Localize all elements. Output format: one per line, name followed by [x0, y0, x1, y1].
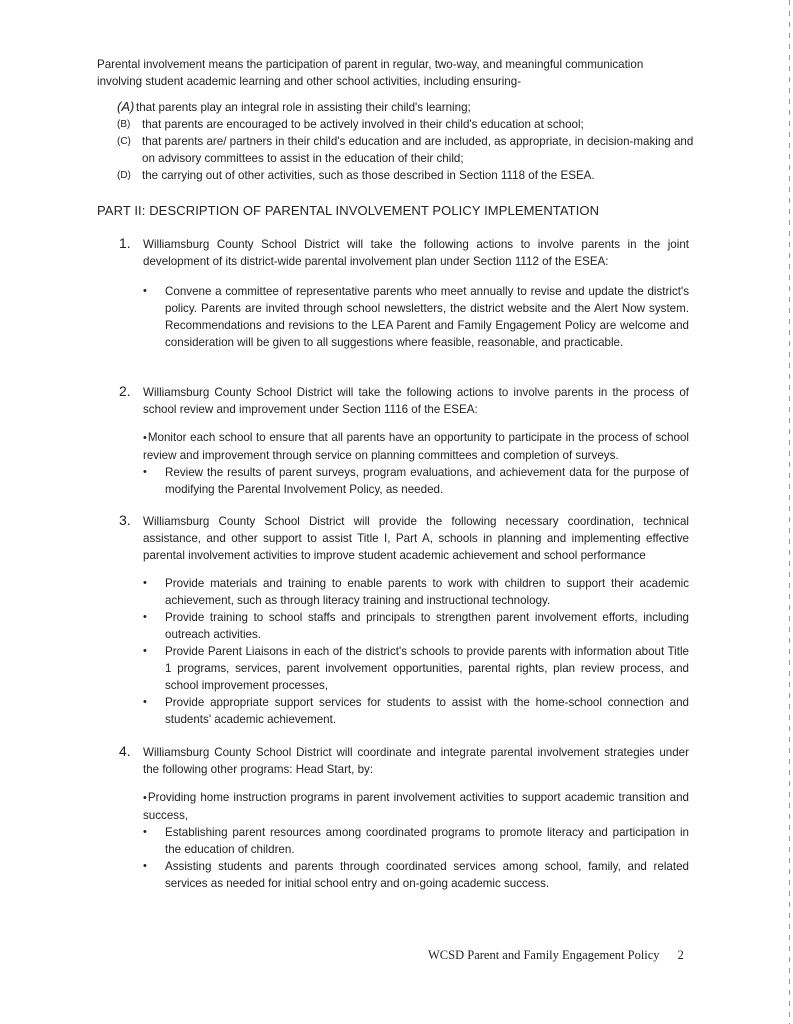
item-lead: Williamsburg County School District will take the following actions to involve parents in the joint development of its district-wide parental involvement plan under Section 1112 of the ESEA: [143, 238, 689, 268]
bullet-text: Providing home instruction programs in parent involvement activities to support academic transition and success, [143, 791, 689, 822]
bullet-text: Establishing parent resources among coordinated programs to promote literacy and participation in the education of children. [165, 826, 689, 856]
bullet-icon: • [143, 792, 147, 804]
bullet-text: Provide Parent Liaisons in each of the district's schools to provide parents with information about Title 1 programs, services, parent involvement opportunities, parental rights, plan review process, and school improvement processes, [165, 645, 689, 692]
item-bullets [97, 575, 689, 728]
ensuring-item-d [97, 167, 697, 184]
bullet-icon: • [143, 696, 147, 708]
bullet-icon: • [143, 860, 147, 872]
item-bullets [97, 789, 689, 892]
bullet-text: Convene a committee of representative parents who meet annually to revise and update the district's policy. Parents are invited through school newsletters, the district website and the Alert Now system. Recommendations and revisions to the LEA Parent and Family Engagement Policy are welcome and consideration will be given to all suggestions where feasible, reasonable, and practicable. [165, 285, 689, 349]
bullet-text: Provide training to school staffs and principals to strengthen parent involvement efforts, including outreach activities. [165, 611, 689, 641]
list-item [97, 694, 689, 728]
scan-edge [789, 0, 790, 1024]
ensuring-tag-d: (D) [117, 170, 131, 181]
list-item [97, 824, 689, 858]
ensuring-tag-b: (B) [117, 119, 131, 130]
policy-item-3 [97, 513, 689, 728]
policy-item-4 [97, 744, 689, 892]
item-number: 2. [119, 383, 131, 399]
policy-item-2 [97, 384, 689, 498]
bullet-icon: • [143, 466, 147, 478]
list-item [97, 609, 689, 643]
list-item [97, 858, 689, 892]
bullet-icon: • [143, 285, 147, 297]
list-item [97, 789, 689, 824]
section-heading: PART II: DESCRIPTION OF PARENTAL INVOLVEMENT POLICY IMPLEMENTATION [97, 203, 600, 218]
footer-title: WCSD Parent and Family Engagement Policy [428, 948, 660, 962]
bullet-icon: • [143, 826, 147, 838]
bullet-text: Monitor each school to ensure that all parents have an opportunity to participate in the process of school review and improvement through service on planning committees and completion of surveys. [143, 431, 689, 462]
bullet-text: Provide materials and training to enable parents to work with children to support their academic achievement, such as through literacy training and instructional technology. [165, 577, 689, 607]
policy-item-1 [97, 236, 689, 351]
item-lead: Williamsburg County School District will coordinate and integrate parental involvement strategies under the following other programs: Head Start, by: [143, 746, 689, 776]
ensuring-text-c: that parents are/ partners in their child's education and are included, as appropriate, in decision-making and on advisory committees to assist in the education of their child; [142, 135, 694, 165]
list-item [97, 575, 689, 609]
ensuring-item-c [97, 133, 697, 167]
item-number: 1. [119, 235, 131, 251]
item-number: 3. [119, 512, 131, 528]
ensuring-text-b: that parents are encouraged to be actively involved in their child's education at school; [142, 118, 584, 131]
item-bullets [97, 283, 689, 351]
bullet-icon: • [143, 611, 147, 623]
intro-paragraph: Parental involvement means the participation of parent in regular, two-way, and meaningful communication involving student academic learning and other school activities, including ensuring- [97, 58, 644, 88]
list-item [97, 283, 689, 351]
page-number: 2 [677, 948, 684, 962]
item-lead: Williamsburg County School District will take the following actions to involve parents in the process of school review and improvement under Section 1116 of the ESEA: [143, 386, 689, 416]
list-item [97, 643, 689, 694]
page-footer [428, 947, 684, 964]
ensuring-tag-c: (C) [117, 136, 131, 147]
item-bullets [97, 429, 689, 498]
ensuring-item-b [97, 116, 697, 133]
ensuring-tag-a: (A) [117, 99, 135, 114]
bullet-text: Provide appropriate support services for students to assist with the home-school connection and students' academic achievement. [165, 696, 689, 726]
item-lead: Williamsburg County School District will provide the following necessary coordination, technical assistance, and other support to assist Title I, Part A, schools in planning and implementing effective parental involvement activities to improve student academic achievement and school performance [143, 515, 689, 562]
ensuring-list [97, 99, 697, 184]
list-item [97, 429, 689, 464]
bullet-text: Review the results of parent surveys, program evaluations, and achievement data for the purpose of modifying the Parental Involvement Policy, as needed. [165, 466, 689, 496]
ensuring-text-a: that parents play an integral role in assisting their child's learning; [136, 101, 471, 114]
bullet-icon: • [143, 432, 147, 444]
bullet-icon: • [143, 577, 147, 589]
bullet-icon: • [143, 645, 147, 657]
item-number: 4. [119, 743, 131, 759]
ensuring-text-d: the carrying out of other activities, such as those described in Section 1118 of the ESEA. [142, 169, 595, 182]
bullet-text: Assisting students and parents through coordinated services among school, family, and related services as needed for initial school entry and on-going academic success. [165, 860, 689, 890]
ensuring-item-a [97, 99, 697, 116]
list-item [97, 464, 689, 498]
